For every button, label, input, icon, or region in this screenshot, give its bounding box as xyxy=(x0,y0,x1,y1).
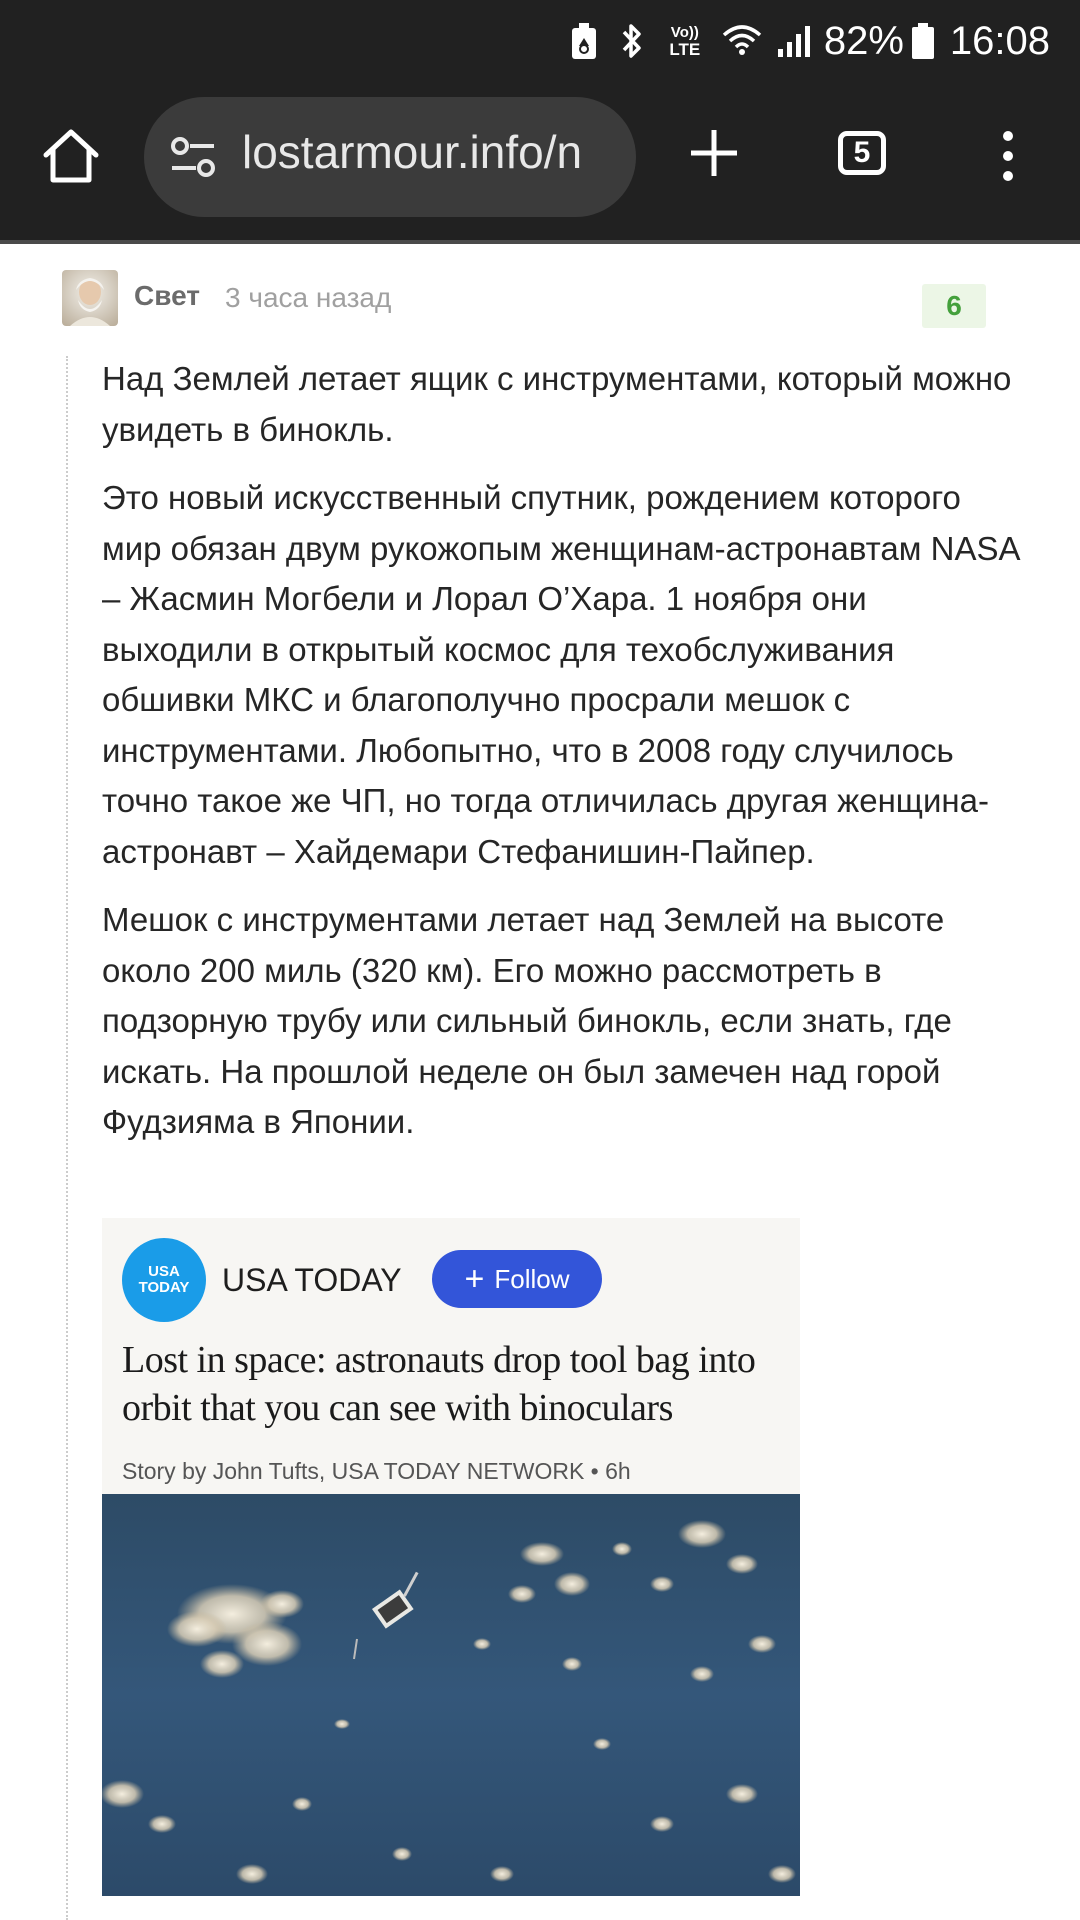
browser-toolbar xyxy=(0,82,1080,240)
follow-button xyxy=(432,1250,602,1308)
avatar[interactable] xyxy=(62,270,118,326)
news-headline: Lost in space: astronauts drop tool bag into orbit that you can see with binoculars xyxy=(122,1339,756,1429)
news-byline: Story by John Tufts, USA TODAY NETWORK • 6h xyxy=(122,1458,631,1484)
home-icon[interactable] xyxy=(40,125,102,187)
data-saver-icon xyxy=(564,22,604,60)
toolbar-divider xyxy=(0,240,1080,244)
embedded-news-image[interactable] xyxy=(102,1218,800,1896)
menu-icon[interactable] xyxy=(998,130,1018,182)
tab-count: 5 xyxy=(853,136,871,169)
lte-label: LTE xyxy=(669,40,701,59)
url-text[interactable]: lostarmour.info/n xyxy=(242,126,583,178)
comment-paragraph: Над Землей летает ящик с инструментами, который можно увидеть в бинокль. xyxy=(102,360,1012,448)
avatar-picture xyxy=(62,270,118,326)
site-settings-icon[interactable] xyxy=(168,133,218,181)
thread-line[interactable] xyxy=(66,356,68,1920)
bluetooth-icon xyxy=(614,21,650,61)
comment-paragraph: Это новый искусственный спутник, рождением которого мир обязан двум рукожопым женщинам-астронавтам NASA – Жасмин Могбели и Лорал О’Хара. 1 ноября они выходили в открытый космос для техобслуживания обшивки МКС и благополучно просрали мешок с инструментами. Любопытно, что в 2008 году случилось точно такое же ЧП, но тогда отличилась другая женщина-астронавт – Хайдемари Стефанишин-Пайпер. xyxy=(102,479,1019,870)
volte-icon: Vo)) LTE xyxy=(669,24,701,59)
comment-rating: 6 xyxy=(922,284,986,328)
status-bar xyxy=(0,0,1080,82)
plus-icon: + xyxy=(464,1260,485,1298)
battery-icon xyxy=(908,22,938,60)
comment-paragraph: Мешок с инструментами летает над Землей на высоте около 200 миль (320 км). Его можно рассмотреть в подзорную трубу или сильный бинокль, если знать, где искать. На прошлой неделе он был замечен над горой Фудзияма в Японии. xyxy=(102,901,952,1140)
battery-percent: 82% xyxy=(823,18,904,63)
space-photo xyxy=(102,1494,800,1896)
usa-today-logo: USA TODAY xyxy=(122,1238,206,1322)
comment-body xyxy=(102,354,1022,1166)
news-source: USA TODAY xyxy=(222,1262,402,1298)
clock: 16:08 xyxy=(949,18,1050,63)
wifi-icon xyxy=(720,23,764,59)
comment-time[interactable]: 3 часа назад xyxy=(225,282,392,313)
new-tab-plus-icon[interactable] xyxy=(688,127,740,179)
follow-label: Follow xyxy=(494,1263,570,1294)
address-bar[interactable] xyxy=(144,97,636,217)
tabs-button[interactable] xyxy=(838,131,886,175)
comment-author[interactable]: Свет xyxy=(134,280,200,311)
signal-icon xyxy=(774,23,814,59)
